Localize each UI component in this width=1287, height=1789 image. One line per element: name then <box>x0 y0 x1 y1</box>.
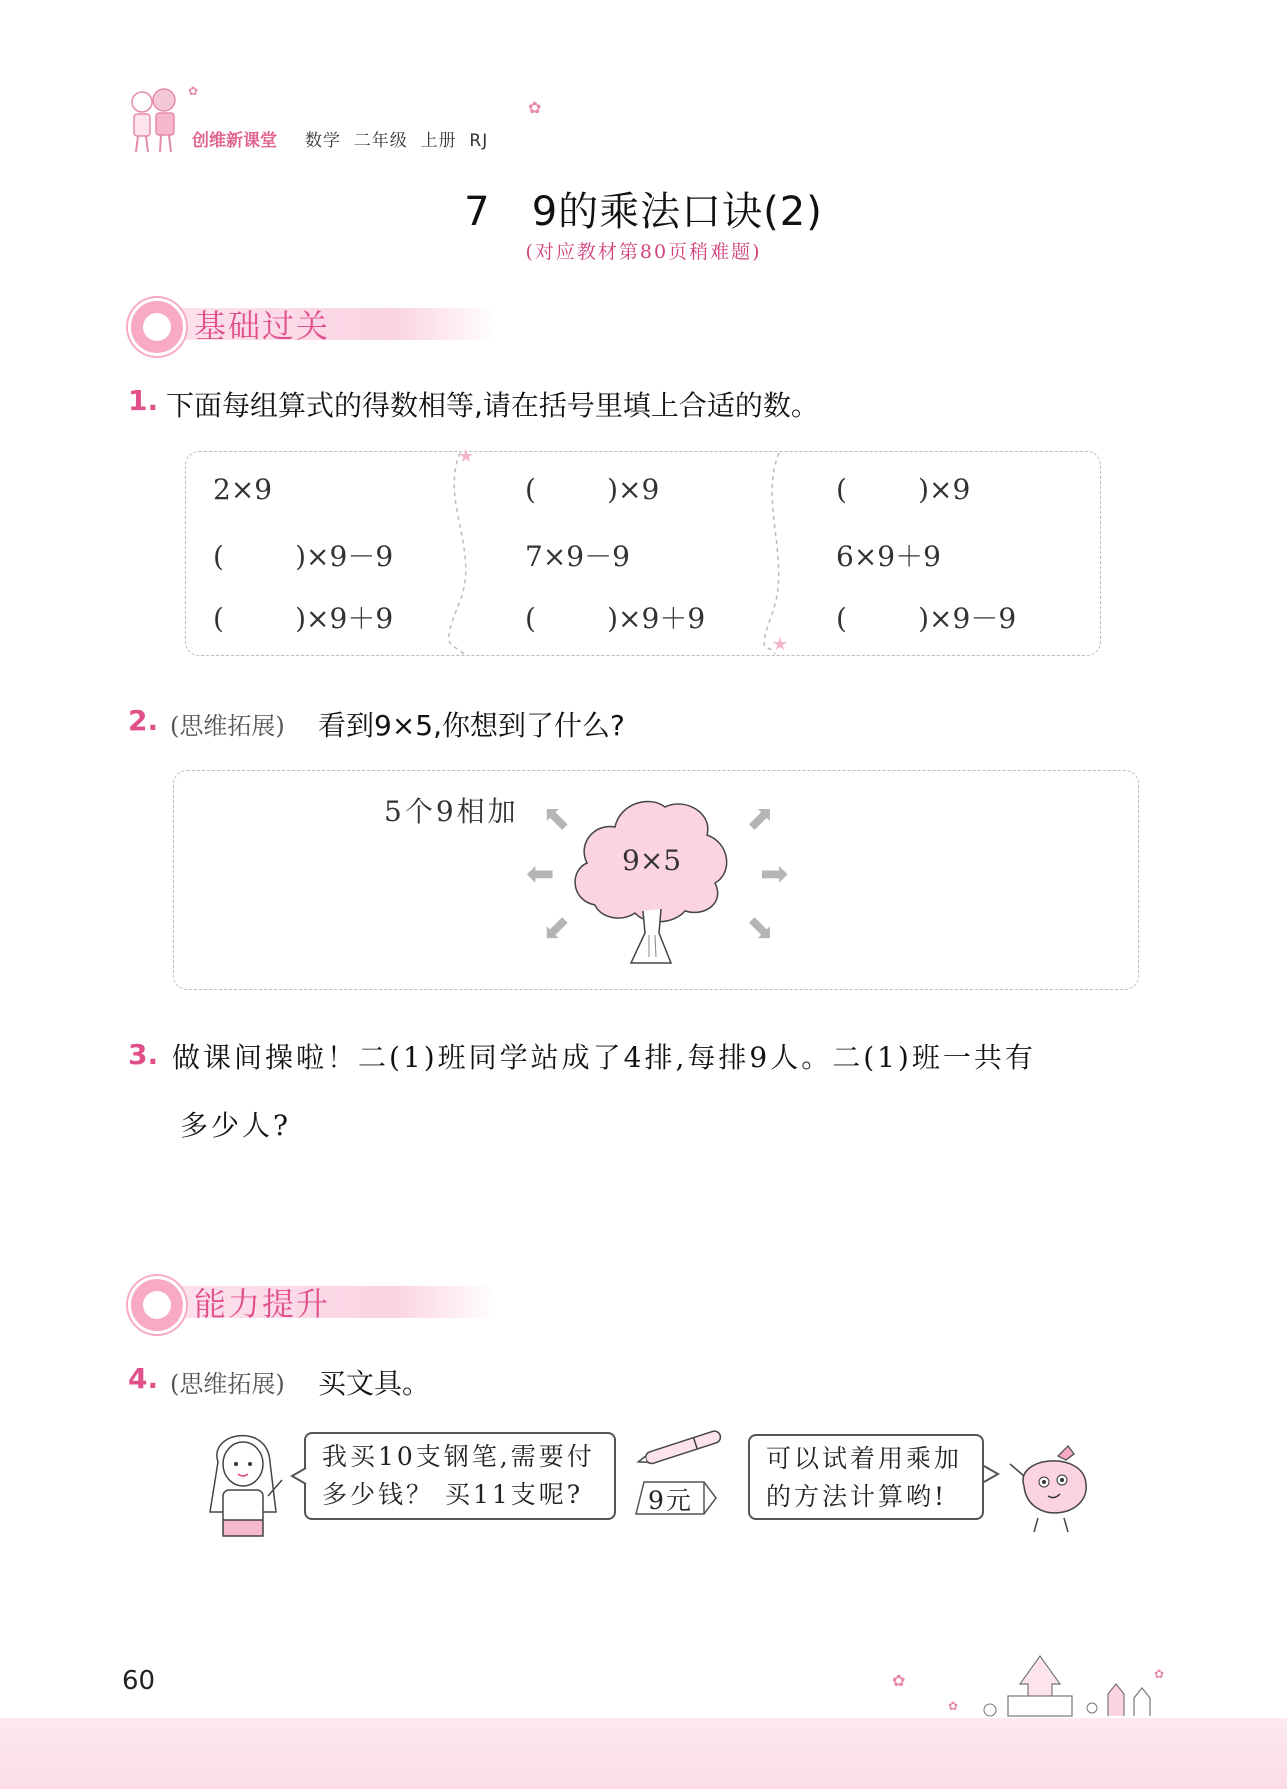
girl-illustration <box>198 1422 288 1538</box>
speech-bubble-left <box>304 1432 616 1520</box>
mascot-illustration <box>1004 1436 1104 1536</box>
badge-icon <box>128 1276 186 1334</box>
svg-text:✿: ✿ <box>1154 1667 1165 1681</box>
arrow-down-right-icon: ⬊ <box>746 908 775 948</box>
column-divider <box>440 451 480 656</box>
equation: ( )×9 <box>836 473 971 506</box>
question-text: 看到9×5,你想到了什么? <box>318 709 625 742</box>
flower-icon: ✿ <box>188 84 199 98</box>
question-text: 多少人? <box>180 1109 292 1142</box>
arrow-up-right-icon: ⬈ <box>746 798 775 838</box>
pen-icon <box>636 1424 732 1470</box>
equation: 2×9 <box>213 473 273 506</box>
column-divider <box>755 451 795 656</box>
star-icon: ★ <box>772 634 789 655</box>
question-number: 1. <box>128 384 159 417</box>
page-number: 60 <box>122 1666 156 1696</box>
section-basic-heading: 基础过关 <box>128 296 508 350</box>
book-meta: 数学 二年级 上册 RJ <box>305 131 489 151</box>
castle-illustration <box>880 1648 1170 1718</box>
svg-text:✿: ✿ <box>948 1699 959 1713</box>
speech-line: 的方法计算哟! <box>766 1482 948 1511</box>
arrow-right-icon: ➡ <box>760 854 789 894</box>
equation: 6×9＋9 <box>836 540 941 573</box>
arrow-down-left-icon: ⬋ <box>542 908 571 948</box>
speech-bubble-right <box>748 1434 984 1520</box>
price-tag <box>634 1480 718 1516</box>
page-subtitle: (对应教材第80页稍难题) <box>525 241 762 263</box>
question-text: 买文具。 <box>318 1367 431 1400</box>
equation: ( )×9－9 <box>213 540 394 573</box>
equation: ( )×9 <box>525 473 660 506</box>
svg-text:✿: ✿ <box>892 1671 906 1690</box>
question-text: 做课间操啦！二(1)班同学站成了4排,每排9人。二(1)班一共有 <box>172 1041 1036 1074</box>
arrow-up-left-icon: ⬉ <box>542 798 571 838</box>
speech-line: 我买10支钢笔,需要付 <box>322 1442 595 1471</box>
speech-line: 可以试着用乘加 <box>766 1444 963 1473</box>
page-title: 7 9的乘法口诀(2) <box>464 189 823 235</box>
arrow-left-icon: ⬅ <box>526 854 555 894</box>
equation: 7×9－9 <box>525 540 630 573</box>
equation: ( )×9＋9 <box>525 602 706 635</box>
question-tag: (思维拓展) <box>170 1370 285 1398</box>
star-icon: ★ <box>458 446 475 467</box>
mindmap-label: 5个9相加 <box>384 795 519 828</box>
brand-name: 创维新课堂 <box>192 131 277 151</box>
equation: ( )×9＋9 <box>213 602 394 635</box>
question-number: 4. <box>128 1362 159 1395</box>
bubble-tail <box>982 1464 1000 1484</box>
kids-illustration <box>124 88 186 156</box>
section-advanced-heading: 能力提升 <box>128 1274 508 1328</box>
equation: ( )×9－9 <box>836 602 1017 635</box>
bubble-tail <box>290 1466 308 1486</box>
question-text: 下面每组算式的得数相等,请在括号里填上合适的数。 <box>166 389 819 422</box>
question-tag: (思维拓展) <box>170 712 285 740</box>
speech-line: 多少钱？ 买11支呢? <box>322 1480 584 1509</box>
tree-illustration <box>565 785 740 970</box>
price-label: 9元 <box>648 1486 693 1515</box>
question-number: 2. <box>128 704 159 737</box>
flower-icon: ✿ <box>528 98 542 117</box>
question-number: 3. <box>128 1038 159 1071</box>
badge-icon <box>128 298 186 356</box>
footer-band <box>0 1718 1287 1789</box>
mindmap-center: 9×5 <box>622 844 682 877</box>
